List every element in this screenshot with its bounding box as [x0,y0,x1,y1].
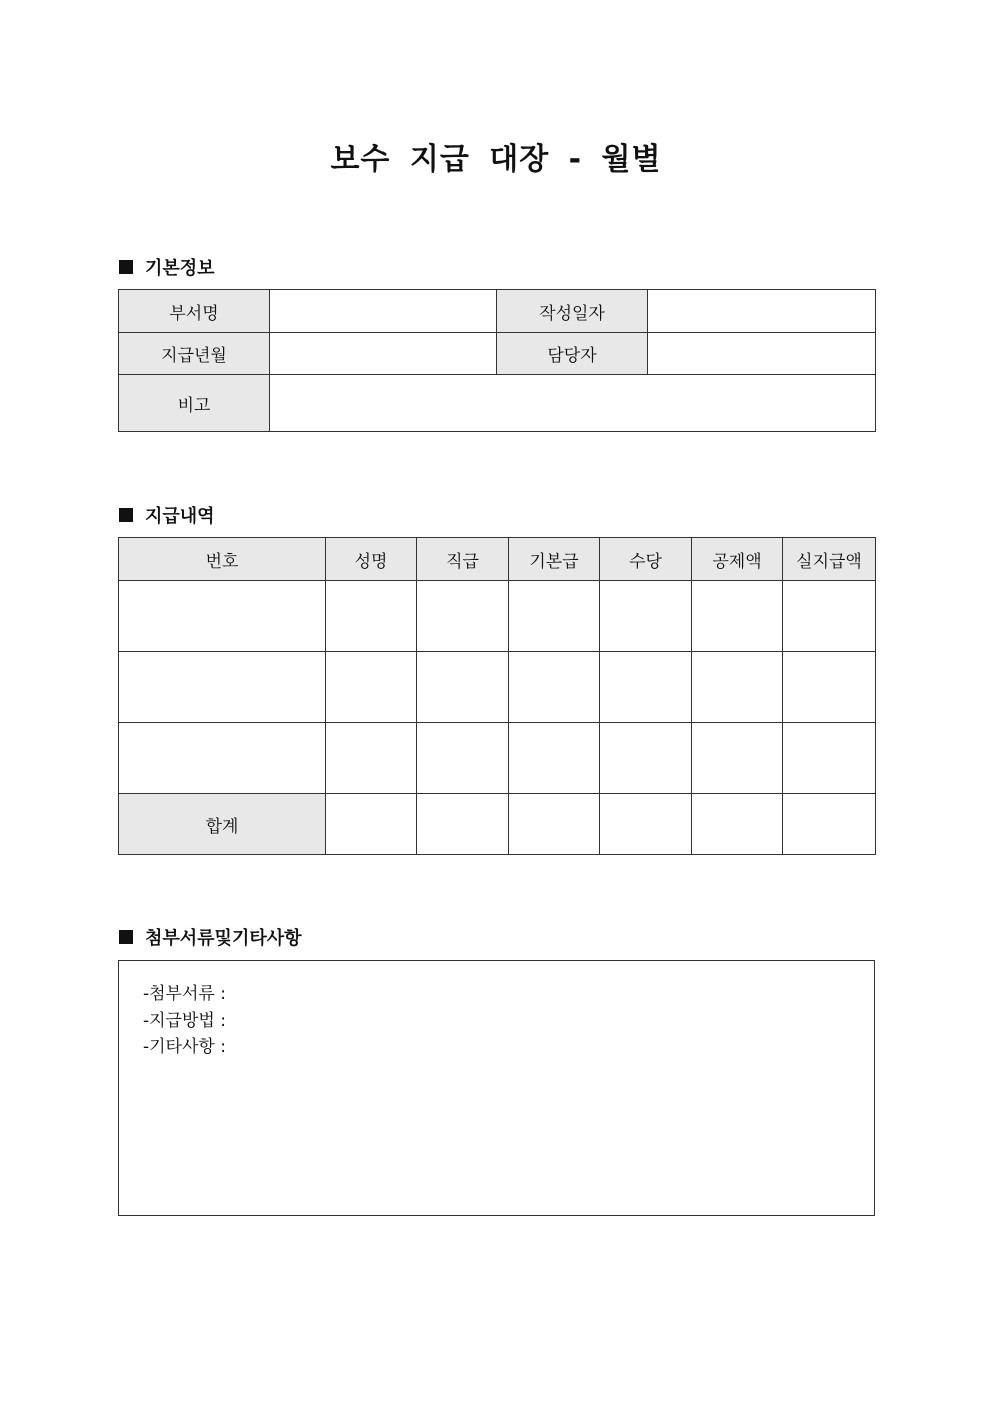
total-cell[interactable] [600,794,692,855]
table-cell[interactable] [119,652,326,723]
notes-list [143,981,226,1061]
table-cell[interactable] [783,581,876,652]
written-date-value[interactable] [648,290,876,333]
department-label: 부서명 [119,290,270,333]
table-cell[interactable] [509,581,600,652]
square-bullet-icon [119,930,133,944]
payment-header-row [119,538,876,581]
table-cell[interactable] [600,723,692,794]
payment-heading-text: 지급내역 [145,506,215,527]
table-cell[interactable] [509,723,600,794]
table-cell[interactable] [326,581,417,652]
basic-info-row [119,375,876,432]
basic-info-table [118,289,876,432]
manager-value[interactable] [648,333,876,375]
column-header-rank: 직급 [417,538,509,581]
column-header-net-pay: 실지급액 [783,538,876,581]
table-cell[interactable] [417,652,509,723]
manager-label: 담당자 [497,333,648,375]
column-header-number: 번호 [119,538,326,581]
table-cell[interactable] [119,723,326,794]
remarks-value[interactable] [270,375,876,432]
total-cell[interactable] [783,794,876,855]
note-payment-method: -지급방법 : [143,1010,226,1031]
attachments-heading-text: 첨부서류및기타사항 [145,928,302,949]
table-cell[interactable] [119,581,326,652]
basic-info-row [119,333,876,375]
table-cell[interactable] [417,723,509,794]
pay-month-value[interactable] [270,333,497,375]
payment-table [118,537,876,855]
table-cell[interactable] [783,723,876,794]
table-cell[interactable] [509,652,600,723]
attachments-notes-box[interactable] [118,960,875,1216]
note-other-matters: -기타사항 : [143,1037,226,1057]
basic-info-heading [119,254,215,280]
table-cell[interactable] [600,581,692,652]
total-row [119,794,876,855]
total-cell[interactable] [692,794,783,855]
table-cell[interactable] [417,581,509,652]
total-label: 합계 [119,794,326,855]
table-cell[interactable] [326,723,417,794]
table-row [119,723,876,794]
basic-info-row [119,290,876,333]
payment-heading [119,502,215,528]
square-bullet-icon [119,508,133,522]
page-title: 보수 지급 대장 - 월별 [330,142,662,177]
total-cell[interactable] [509,794,600,855]
table-cell[interactable] [783,652,876,723]
table-cell[interactable] [326,652,417,723]
total-cell[interactable] [326,794,417,855]
column-header-deduction: 공제액 [692,538,783,581]
note-attached-documents: -첨부서류 : [143,984,226,1004]
remarks-label: 비고 [119,375,270,432]
square-bullet-icon [119,260,133,274]
pay-month-label: 지급년월 [119,333,270,375]
written-date-label: 작성일자 [497,290,648,333]
total-cell[interactable] [417,794,509,855]
department-value[interactable] [270,290,497,333]
table-row [119,581,876,652]
column-header-name: 성명 [326,538,417,581]
column-header-allowance: 수당 [600,538,692,581]
table-row [119,652,876,723]
basic-info-heading-text: 기본정보 [145,258,215,279]
attachments-heading [119,924,302,950]
table-cell[interactable] [600,652,692,723]
column-header-base-pay: 기본급 [509,538,600,581]
table-cell[interactable] [692,581,783,652]
table-cell[interactable] [692,652,783,723]
table-cell[interactable] [692,723,783,794]
